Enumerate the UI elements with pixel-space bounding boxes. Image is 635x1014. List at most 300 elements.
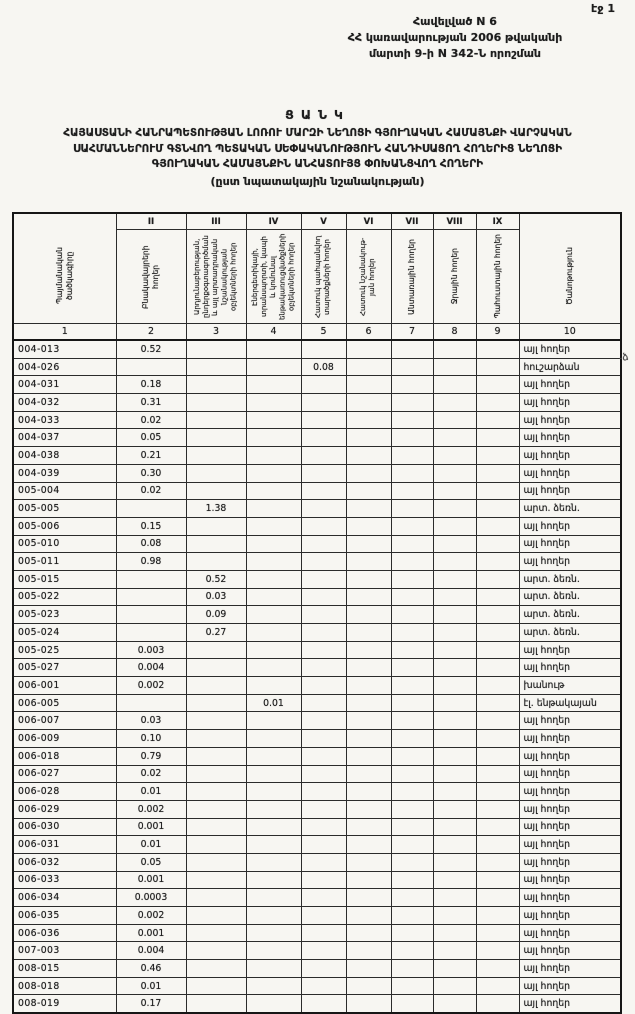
area-value-cell [301,942,346,960]
table-row [13,376,621,394]
parcel-code-cell: 004-031 [13,376,116,394]
area-value-cell: 0.01 [116,836,186,854]
table-row [13,641,621,659]
area-value-cell [186,730,246,748]
parcel-code-cell: 006-009 [13,730,116,748]
area-value-cell [186,517,246,535]
table-row [13,765,621,783]
area-value-cell [391,535,433,553]
column-number-cell: 6 [346,324,391,341]
area-value-cell [433,783,476,801]
area-value-cell [476,836,519,854]
parcel-code-cell: 006-032 [13,853,116,871]
area-value-cell [433,765,476,783]
area-value-cell [433,659,476,677]
area-value-cell [391,960,433,978]
area-value-cell [433,712,476,730]
area-value-cell [391,624,433,642]
note-cell: հուշարձան [519,358,621,376]
parcel-code-cell: 004-026 [13,358,116,376]
area-value-cell [186,447,246,465]
note-cell: այլ հողեր [519,924,621,942]
area-value-cell [433,482,476,500]
note-cell: այլ հողեր [519,836,621,854]
area-value-cell [246,411,301,429]
area-value-cell [301,924,346,942]
column-header-special-purpose-lands: Հատուկ նշանակութ- յան հողեր [346,230,391,324]
area-value-cell [186,800,246,818]
area-value-cell [476,429,519,447]
area-value-cell [476,482,519,500]
note-cell: այլ հողեր [519,376,621,394]
area-value-cell [301,500,346,518]
area-value-cell [391,606,433,624]
area-value-cell [186,942,246,960]
area-value-cell [433,464,476,482]
note-cell: այլ հողեր [519,942,621,960]
parcel-code-cell: 006-035 [13,907,116,925]
note-cell: այլ հողեր [519,340,621,358]
area-value-cell: 0.002 [116,800,186,818]
area-value-cell [391,677,433,695]
area-value-cell [391,907,433,925]
area-value-cell [186,694,246,712]
area-value-cell [186,977,246,995]
area-value-cell [476,447,519,465]
area-value-cell [433,535,476,553]
area-value-cell: 0.001 [116,871,186,889]
parcel-code-cell: 008-018 [13,977,116,995]
table-row [13,783,621,801]
area-value-cell [391,447,433,465]
area-value-cell [301,588,346,606]
area-value-cell [476,659,519,677]
area-value-cell [346,783,391,801]
area-value-cell [433,376,476,394]
note-cell: այլ հողեր [519,818,621,836]
appendix-header [300,14,610,62]
note-cell: այլ հողեր [519,730,621,748]
note-cell: այլ հողեր [519,960,621,978]
area-value-cell [186,464,246,482]
area-value-cell [433,889,476,907]
note-cell: այլ հողեր [519,641,621,659]
area-value-cell [346,500,391,518]
parcel-code-cell: 004-037 [13,429,116,447]
area-value-cell [476,411,519,429]
area-value-cell [186,659,246,677]
roman-numeral-cell: VII [391,213,433,230]
note-cell: այլ հողեր [519,659,621,677]
roman-numeral-cell [13,213,116,230]
column-number-cell: 4 [246,324,301,341]
area-value-cell [433,924,476,942]
note-cell: այլ հողեր [519,747,621,765]
area-value-cell: 0.01 [116,783,186,801]
area-value-cell [391,747,433,765]
area-value-cell [246,995,301,1013]
area-value-cell [476,394,519,412]
table-row [13,677,621,695]
area-value-cell [246,500,301,518]
area-value-cell [476,464,519,482]
area-value-cell [476,907,519,925]
roman-numeral-cell: III [186,213,246,230]
table-row [13,853,621,871]
area-value-cell [391,765,433,783]
parcel-code-cell: 006-033 [13,871,116,889]
table-row [13,659,621,677]
area-value-cell [301,730,346,748]
table-row [13,588,621,606]
area-value-cell [346,588,391,606]
area-value-cell [346,411,391,429]
table-row [13,889,621,907]
area-value-cell [346,995,391,1013]
column-header-settlement-lands: Բնակավայրերի հողեր [116,230,186,324]
area-value-cell [346,853,391,871]
table-row [13,907,621,925]
area-value-cell [346,429,391,447]
area-value-cell [186,960,246,978]
area-value-cell [246,464,301,482]
area-value-cell [301,641,346,659]
area-value-cell [476,376,519,394]
area-value-cell [433,694,476,712]
area-value-cell [301,977,346,995]
area-value-cell [391,570,433,588]
column-header-row [13,230,621,324]
note-cell: այլ հողեր [519,800,621,818]
area-value-cell [301,376,346,394]
area-value-cell [246,783,301,801]
area-value-cell [346,765,391,783]
area-value-cell [186,871,246,889]
area-value-cell [246,340,301,358]
area-value-cell: 0.09 [186,606,246,624]
area-value-cell [346,340,391,358]
area-value-cell [301,517,346,535]
area-value-cell [391,553,433,571]
table-row [13,482,621,500]
parcel-code-cell: 006-028 [13,783,116,801]
area-value-cell [476,500,519,518]
parcel-code-cell: 006-036 [13,924,116,942]
area-value-cell [476,889,519,907]
area-value-cell: 0.31 [116,394,186,412]
area-value-cell [246,641,301,659]
area-value-cell [246,853,301,871]
area-value-cell: 0.98 [116,553,186,571]
area-value-cell [346,517,391,535]
area-value-cell [433,942,476,960]
area-value-cell: 0.004 [116,942,186,960]
area-value-cell [186,482,246,500]
roman-numeral-cell: II [116,213,186,230]
area-value-cell [391,694,433,712]
parcel-code-cell: 006-029 [13,800,116,818]
note-cell: արտ. ձեռն. [519,606,621,624]
area-value-cell [433,429,476,447]
area-value-cell [391,836,433,854]
area-value-cell [186,889,246,907]
area-value-cell [346,624,391,642]
parcel-code-cell: 008-015 [13,960,116,978]
area-value-cell [433,447,476,465]
table-row [13,411,621,429]
area-value-cell [433,358,476,376]
area-value-cell [301,871,346,889]
note-cell: այլ հողեր [519,553,621,571]
area-value-cell: 0.03 [116,712,186,730]
parcel-code-cell: 005-027 [13,659,116,677]
area-value-cell [346,694,391,712]
note-cell: այլ հողեր [519,411,621,429]
area-value-cell [246,394,301,412]
area-value-cell [391,659,433,677]
area-value-cell: 0.003 [116,641,186,659]
area-value-cell [346,818,391,836]
parcel-code-cell: 005-015 [13,570,116,588]
area-value-cell [433,818,476,836]
area-value-cell [391,429,433,447]
area-value-cell [246,924,301,942]
note-cell: այլ հողեր [519,783,621,801]
area-value-cell [346,677,391,695]
area-value-cell: 0.52 [116,340,186,358]
note-cell: արտ. ձեռն. [519,570,621,588]
column-number-cell: 10 [519,324,621,341]
column-header-protected-lands: Հատուկ պահպանվող տարածքների հողեր [301,230,346,324]
area-value-cell [391,500,433,518]
area-value-cell [476,977,519,995]
table-row [13,960,621,978]
area-value-cell [391,853,433,871]
table-row [13,517,621,535]
area-value-cell [476,730,519,748]
table-row [13,977,621,995]
table-row [13,730,621,748]
table-row [13,394,621,412]
area-value-cell [116,570,186,588]
area-value-cell [186,358,246,376]
area-value-cell [433,340,476,358]
area-value-cell [391,482,433,500]
area-value-cell [246,482,301,500]
area-value-cell [116,694,186,712]
area-value-cell [391,464,433,482]
area-value-cell [391,517,433,535]
area-value-cell [433,977,476,995]
area-value-cell [186,553,246,571]
roman-numeral-cell: VI [346,213,391,230]
area-value-cell [246,712,301,730]
column-header-reserve-lands: Պահուստային հողեր [476,230,519,324]
area-value-cell [346,960,391,978]
area-value-cell [246,960,301,978]
area-value-cell [476,765,519,783]
area-value-cell: 0.08 [301,358,346,376]
area-value-cell: 0.05 [116,429,186,447]
area-value-cell [391,376,433,394]
column-header-forest-lands: Անտառային հողեր [391,230,433,324]
page-number: էջ 1 [591,2,615,15]
area-value-cell [476,747,519,765]
area-value-cell [346,358,391,376]
area-value-cell [346,747,391,765]
area-value-cell [346,836,391,854]
area-value-cell [301,570,346,588]
note-cell: արտ. ձեռն. [519,588,621,606]
area-value-cell [301,818,346,836]
table-row [13,535,621,553]
parcel-code-cell: 006-034 [13,889,116,907]
area-value-cell [476,800,519,818]
area-value-cell [346,464,391,482]
land-parcels-table [12,212,622,1014]
parcel-code-cell: 005-005 [13,500,116,518]
area-value-cell [246,535,301,553]
area-value-cell [346,535,391,553]
area-value-cell [476,818,519,836]
area-value-cell [116,588,186,606]
area-value-cell [246,588,301,606]
area-value-cell: 0.18 [116,376,186,394]
area-value-cell [346,871,391,889]
area-value-cell [433,995,476,1013]
parcel-code-cell: 005-004 [13,482,116,500]
handwritten-mark: ֊ձ [618,351,630,365]
area-value-cell [476,871,519,889]
area-value-cell: 0.21 [116,447,186,465]
area-value-cell [186,924,246,942]
area-value-cell [246,836,301,854]
area-value-cell [186,429,246,447]
parcel-code-cell: 006-005 [13,694,116,712]
area-value-cell [391,977,433,995]
area-value-cell [301,889,346,907]
table-row [13,942,621,960]
column-number-cell: 3 [186,324,246,341]
roman-numeral-row [13,213,621,230]
area-value-cell [346,924,391,942]
area-value-cell: 0.03 [186,588,246,606]
area-value-cell [246,447,301,465]
area-value-cell [186,535,246,553]
area-value-cell [346,730,391,748]
area-value-cell [391,783,433,801]
area-value-cell [246,553,301,571]
parcel-code-cell: 006-031 [13,836,116,854]
area-value-cell [186,712,246,730]
note-cell: այլ հողեր [519,995,621,1013]
area-value-cell [246,659,301,677]
area-value-cell [301,394,346,412]
area-value-cell [186,747,246,765]
roman-numeral-cell [519,213,621,230]
column-header-parcel-code: Պայմանական ծածկագիրը [13,230,116,324]
area-value-cell [476,340,519,358]
area-value-cell [391,800,433,818]
area-value-cell [346,889,391,907]
area-value-cell [391,712,433,730]
table-body [13,340,621,1013]
area-value-cell [301,712,346,730]
area-value-cell [433,800,476,818]
table-row [13,694,621,712]
area-value-cell [301,411,346,429]
area-value-cell: 0.002 [116,907,186,925]
parcel-code-cell: 006-001 [13,677,116,695]
table-row [13,924,621,942]
title-line: ՍԱՀՄԱՆՆԵՐՈՒՄ ԳՏՆՎՈՂ ՊԵՏԱԿԱՆ ՍԵՓԱԿԱՆՈՒԹՅՈՒՆ ՀԱՆԴԻՍԱՑՈՂ ՀՈՂԵՐԻՑ ՆԵՂՈՑԻ [72,142,563,155]
area-value-cell [246,907,301,925]
column-header-industrial-lands: Արդյունաբերության, ընդերքօգտագործման և այլ արտադրական նշանակության օբյեկտների հողեր [186,230,246,324]
area-value-cell [246,800,301,818]
area-value-cell [186,411,246,429]
area-value-cell [246,765,301,783]
area-value-cell [476,588,519,606]
note-cell: այլ հողեր [519,429,621,447]
parcel-code-cell: 008-019 [13,995,116,1013]
area-value-cell: 0.001 [116,818,186,836]
area-value-cell [476,624,519,642]
area-value-cell: 0.10 [116,730,186,748]
table-row [13,570,621,588]
roman-numeral-cell: V [301,213,346,230]
column-header-infrastructure-lands: Էներգետիկայի, տրանսպորտի, կապի և կոմունալ ենթակառուցվածքների օբյեկտների հողեր [246,230,301,324]
table-row [13,429,621,447]
area-value-cell [301,482,346,500]
note-cell: այլ հողեր [519,871,621,889]
area-value-cell [476,641,519,659]
area-value-cell [301,659,346,677]
area-value-cell [433,624,476,642]
parcel-code-cell: 005-011 [13,553,116,571]
parcel-code-cell: 004-033 [13,411,116,429]
area-value-cell [246,818,301,836]
area-value-cell: 0.0003 [116,889,186,907]
area-value-cell [476,995,519,1013]
area-value-cell [301,535,346,553]
area-value-cell [433,500,476,518]
table-row [13,836,621,854]
area-value-cell [433,411,476,429]
area-value-cell [476,960,519,978]
area-value-cell [186,765,246,783]
area-value-cell [301,783,346,801]
area-value-cell [433,588,476,606]
note-cell: այլ հողեր [519,889,621,907]
area-value-cell [246,570,301,588]
parcel-code-cell: 006-018 [13,747,116,765]
area-value-cell [246,889,301,907]
area-value-cell: 0.002 [116,677,186,695]
table-row [13,624,621,642]
roman-numeral-cell: IV [246,213,301,230]
area-value-cell [346,977,391,995]
table-row [13,500,621,518]
area-value-cell: 0.02 [116,765,186,783]
area-value-cell [476,677,519,695]
note-cell: այլ հողեր [519,765,621,783]
area-value-cell [186,836,246,854]
area-value-cell [301,464,346,482]
parcel-code-cell: 004-038 [13,447,116,465]
area-value-cell [476,924,519,942]
area-value-cell: 0.004 [116,659,186,677]
parcel-code-cell: 004-039 [13,464,116,482]
